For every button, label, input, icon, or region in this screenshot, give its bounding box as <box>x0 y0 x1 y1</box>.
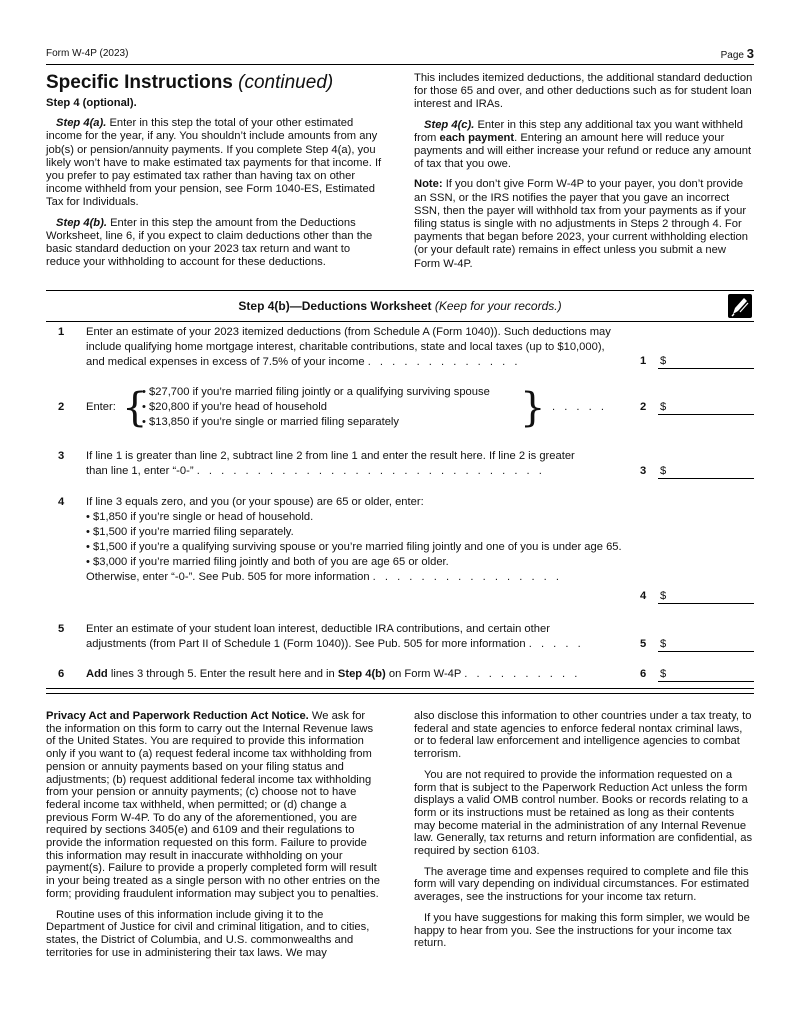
step4b-text: Enter in this step the amount from the Deductions Worksheet, line 6, if you expect to claim deductions other than the basic standard deduction on your 2023 tax return and want to reduce your withholding to account for these deductions. <box>46 216 373 269</box>
line-3-text-a: If line 1 is greater than line 2, subtract line 2 from line 1 and enter the result here. If line 2 is greater <box>86 450 575 462</box>
line-4-otherwise: Otherwise, enter “-0-”. See Pub. 505 for more information <box>86 571 370 583</box>
privacy-heading: Privacy Act and Paperwork Reduction Act Notice. <box>46 710 309 722</box>
line-4-dots: . . . . . . . . . . . . . . . . <box>372 571 563 583</box>
page-header <box>46 48 754 65</box>
worksheet-subtitle: (Keep for your records.) <box>434 299 562 313</box>
line-4-intro: If line 3 equals zero, and you (or your spouse) are 65 or older, enter: <box>86 496 424 508</box>
line-5-text <box>86 622 621 652</box>
instructions-right-column <box>414 72 754 278</box>
line-3-text-b-row <box>86 464 646 479</box>
privacy-p6: If you have suggestions for making this form simpler, we would be happy to hear from you. See the instructions for your income tax return. <box>414 911 750 950</box>
step4a-text: Enter in this step the total of your other estimated income for the year, if any. You shouldn’t include amounts from any job(s) or pension/annuity payments. If you complete Step 4(a), you likely won’t have to make estimated tax payments for that income. If you prefer to pay estimated tax rather than having tax on other income withheld from your pension, see Form 1040-ES, Estimated Tax for Individuals. <box>46 117 382 209</box>
line-2-option-2: • $20,800 if you’re head of household <box>142 401 327 413</box>
worksheet-header <box>46 290 754 322</box>
step4c-label: Step 4(c). <box>424 118 475 131</box>
instructions-left-column <box>46 72 382 276</box>
form-id: Form W-4P (2023) <box>46 48 129 59</box>
line-2-ref: 2 <box>640 401 647 413</box>
line-1-dots: . . . . . . . . . . . . . <box>367 356 521 368</box>
note-label: Note: <box>414 178 443 191</box>
line-4-otherwise-row <box>86 570 631 585</box>
line-6-amount-field[interactable] <box>658 681 754 682</box>
line-6-dollar: $ <box>660 668 667 680</box>
step4c-text-a: Enter in this step any additional tax you want withheld from <box>414 118 744 144</box>
pencil-icon-graphic <box>728 294 752 318</box>
line-2-right-brace: } <box>520 385 546 431</box>
privacy-p4: You are not required to provide the information requested on a form that is subject to the Paperwork Reduction Act unless the form displays a valid OMB control number. Books or records relating to a form or its instructions must be retained as long as their contents may become material in the administration of any Internal Revenue law. Generally, tax returns and return information are confidential, as required by section 6103. <box>414 768 753 858</box>
line-5-dollar: $ <box>660 638 667 650</box>
line-6-number: 6 <box>58 668 65 680</box>
line-6-ref: 6 <box>640 668 647 680</box>
page-number <box>721 46 754 61</box>
line-3-ref: 3 <box>640 465 647 477</box>
step4c-paragraph <box>414 119 754 172</box>
note-paragraph <box>414 178 754 270</box>
worksheet-title-main: Step 4(b)—Deductions Worksheet <box>238 299 432 313</box>
line-2-enter-label: Enter: <box>86 401 116 413</box>
line-2-number: 2 <box>58 401 65 413</box>
line-4-bullet-3: • $1,500 if you’re a qualifying surviving spouse or you’re married filing jointly and one of you is under age 65. <box>86 541 622 553</box>
line-2-dots: . . . . . <box>552 401 607 413</box>
worksheet-line-6 <box>46 667 754 685</box>
line-5-text-b-row <box>86 637 621 652</box>
line-3-number: 3 <box>58 450 65 462</box>
privacy-p1: We ask for the information on this form to carry out the Internal Revenue laws of the United States. You are required to provide this information only if you want to (a) request federal income tax withholding from pension or annuity payments based on your filing status and adjustments; (b) request additional federal income tax withholding from your pension or annuity payments; (c) choose not to have federal income tax withheld, when permitted; or (d) change a previous Form W-4P. To do any of the aforementioned, you are required by sections 3405(e) and 6109 and their regulations to provide the information requested on this form. Failure to provide this information may result in inaccurate withholding on your payment(s). Failure to provide a properly completed form will result in your being treated as a single person with no other entries on the form; providing fraudulent information may subject you to penalties. <box>46 710 380 900</box>
privacy-paragraph-1 <box>46 710 382 901</box>
line-4-dollar: $ <box>660 590 667 602</box>
line-6-step: Step 4(b) <box>337 668 386 680</box>
line-6-text-b: on Form W-4P <box>388 668 462 680</box>
line-4-text <box>86 495 631 585</box>
line-1-text <box>86 325 621 370</box>
line-4-bullet-1: • $1,850 if you’re single or head of household. <box>86 511 314 523</box>
line-4-bullet-4: • $3,000 if you’re married filing jointly and both of you are age 65 or older. <box>86 556 449 568</box>
line-2-option-3: • $13,850 if you’re single or married filing separately <box>142 416 400 428</box>
line-4-amount-field[interactable] <box>658 603 754 604</box>
line-1-dollar: $ <box>660 355 667 367</box>
line-3-dots: . . . . . . . . . . . . . . . . . . . . . . . . . . . . . <box>196 465 545 477</box>
privacy-p2: Routine uses of this information include giving it to the Department of Justice for civil and criminal litigation, and to cities, states, the District of Columbia, and U.S. commonwealths and territories for use in administering their tax laws. We may <box>46 908 370 959</box>
note-text: If you don’t give Form W-4P to your payer, you don’t provide an SSN, or the IRS notifies the payer that you gave an incorrect SSN, then the payer will withhold tax from your payments as if your filing status is single with no adjustments in Steps 2 through 4. For payments that began before 2023, your current withholding election (or your default rate) remains in effect unless you submit a new Form W-4P. <box>414 178 748 270</box>
worksheet-line-3 <box>46 449 754 481</box>
privacy-right-column <box>414 710 754 958</box>
worksheet-line-1 <box>46 325 754 370</box>
pencil-icon <box>728 294 752 318</box>
line-2-dollar: $ <box>660 401 667 413</box>
line-4-bullet-2: • $1,500 if you’re married filing separately. <box>86 526 294 538</box>
line-6-text <box>86 667 621 682</box>
line-4-number: 4 <box>58 496 65 508</box>
page-label: Page <box>720 50 744 61</box>
line-2-option-1: • $27,700 if you’re married filing jointly or a qualifying surviving spouse <box>142 386 490 398</box>
line-1-number: 1 <box>58 326 65 338</box>
line-3-text <box>86 449 646 479</box>
step4b-label: Step 4(b). <box>56 216 107 229</box>
line-1-amount-field[interactable] <box>658 368 754 369</box>
step4b-paragraph <box>46 217 382 270</box>
line-1-description: Enter an estimate of your 2023 itemized deductions (from Schedule A (Form 1040)). Such deductions may include qualifying home mortgage interest, charitable contributions, state and local taxes (up to $10,000), and medical expenses in excess of 7.5% of your income <box>86 326 611 368</box>
worksheet-bottom-rule <box>46 688 754 694</box>
worksheet-line-2 <box>46 385 754 435</box>
privacy-left-column <box>46 710 382 967</box>
step4a-label: Step 4(a). <box>56 117 107 130</box>
privacy-p3: also disclose this information to other countries under a tax treaty, to federal and state agencies to enforce federal nontax criminal laws, or to federal law enforcement and intelligence agencies to combat terrorism. <box>414 710 752 761</box>
line-6-text-a: lines 3 through 5. Enter the result here and in <box>110 668 335 680</box>
line-5-text-b: adjustments (from Part II of Schedule 1 (Form 1040)). See Pub. 505 for more information <box>86 638 526 650</box>
line-3-amount-field[interactable] <box>658 478 754 479</box>
step4a-paragraph <box>46 117 382 209</box>
line-5-ref: 5 <box>640 638 647 650</box>
page-number-value: 3 <box>746 46 754 61</box>
line-1-ref: 1 <box>640 355 647 367</box>
line-3-text-b: than line 1, enter “-0-” <box>86 465 194 477</box>
line-4-ref: 4 <box>640 590 647 602</box>
step4c-bold: each payment <box>439 131 515 144</box>
line-3-dollar: $ <box>660 465 667 477</box>
line-5-amount-field[interactable] <box>658 651 754 652</box>
line-5-number: 5 <box>58 623 65 635</box>
step4-heading: Step 4 (optional). <box>46 97 137 109</box>
worksheet-title <box>46 299 754 313</box>
privacy-p5: The average time and expenses required to complete and file this form will vary depending on individual circumstances. For estimated averages, see the instructions for your income tax return. <box>414 865 750 904</box>
step4c-text-b: . Entering an amount here will reduce your payments and will either increase your refund or reduce any amount of tax that you owe. <box>414 131 752 171</box>
line-5-text-a: Enter an estimate of your student loan interest, deductible IRA contributions, and certain other <box>86 623 550 635</box>
line-2-options <box>142 385 522 430</box>
step4b-continued: This includes itemized deductions, the additional standard deduction for those 65 and over, and other deductions such as for student loan interest and IRAs. <box>414 72 753 111</box>
worksheet-line-5 <box>46 622 754 654</box>
line-5-dots: . . . . . <box>528 638 584 650</box>
section-title-continued: (continued) <box>238 72 334 93</box>
line-2-left-brace: { <box>122 385 148 431</box>
line-6-dots: . . . . . . . . . . <box>464 668 581 680</box>
line-6-add: Add <box>86 668 108 680</box>
section-title <box>46 72 382 94</box>
worksheet-line-4 <box>46 495 754 607</box>
section-title-main: Specific Instructions <box>46 72 233 93</box>
line-2-amount-field[interactable] <box>658 414 754 415</box>
